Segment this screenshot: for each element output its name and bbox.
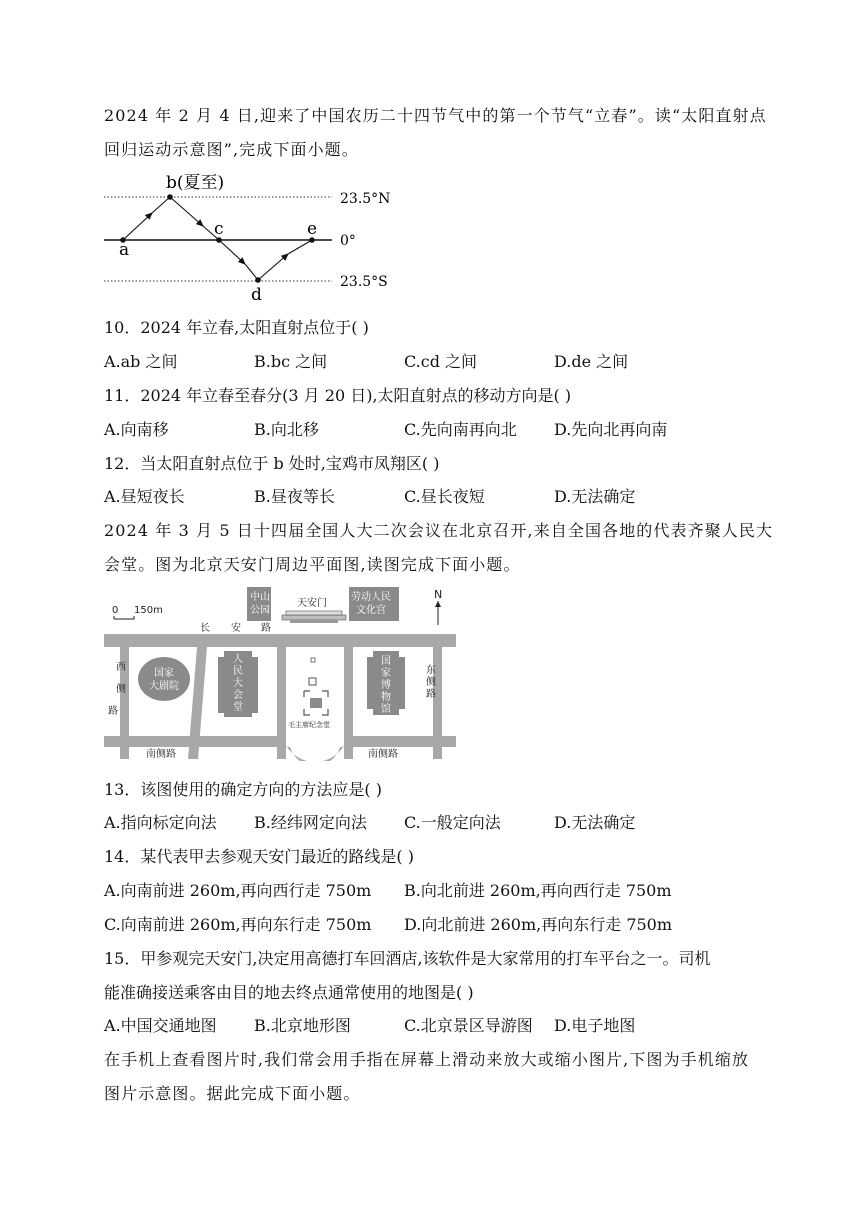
- question-13-stem: 13．该图使用的确定方向的方法应是( ): [104, 780, 382, 799]
- label-c: c: [214, 219, 224, 239]
- svg-text:西: 西: [116, 662, 126, 673]
- tiananmen-gate-icon: [282, 611, 346, 623]
- label-b: b(夏至): [166, 173, 225, 193]
- q14-option-b[interactable]: B.向北前进 260m,再向西行走 750m: [404, 881, 672, 900]
- svg-text:大: 大: [233, 678, 243, 689]
- svg-text:侧: 侧: [116, 684, 126, 695]
- south-side-road-left: [104, 736, 282, 747]
- changan-avenue: [104, 634, 456, 647]
- q13-option-a[interactable]: A.指向标定向法: [104, 813, 217, 832]
- point-d: [255, 277, 261, 283]
- label-a: a: [119, 240, 130, 260]
- mausoleum-label: 毛主席纪念堂: [288, 721, 330, 729]
- svg-text:侧: 侧: [426, 677, 436, 688]
- q10-option-c[interactable]: C.cd 之间: [404, 352, 478, 371]
- svg-text:长: 长: [200, 623, 210, 634]
- north-arrow-icon: [434, 588, 442, 625]
- intro-text-line: 回归运动示意图”,完成下面小题。: [104, 140, 359, 159]
- q12-option-b[interactable]: B.昼夜等长: [254, 487, 335, 506]
- svg-text:博: 博: [381, 680, 391, 691]
- q11-option-a[interactable]: A.向南移: [104, 420, 169, 439]
- svg-text:路: 路: [261, 623, 271, 634]
- q11-option-b[interactable]: B.向北移: [254, 420, 319, 439]
- svg-text:安: 安: [231, 623, 241, 634]
- svg-text:路: 路: [426, 689, 436, 700]
- question-15-stem: 能准确接送乘客由目的地去终点通常使用的地图是( ): [104, 983, 474, 1002]
- sun-migration-diagram: [100, 168, 400, 304]
- svg-text:中山: 中山: [250, 592, 270, 603]
- q13-option-b[interactable]: B.经纬网定向法: [254, 813, 367, 832]
- svg-text:堂: 堂: [233, 702, 243, 713]
- label-e: e: [307, 219, 318, 239]
- question-10-stem: 10．2024 年立春,太阳直射点位于( ): [104, 318, 369, 337]
- tiananmen-label: 天安门: [297, 598, 327, 609]
- svg-text:会: 会: [233, 690, 243, 701]
- q10-option-a[interactable]: A.ab 之间: [104, 352, 178, 371]
- south-road-label-right: 南侧路: [368, 749, 398, 760]
- q12-option-a[interactable]: A.昼短夜长: [104, 487, 185, 506]
- scale-zero-label: 0: [112, 605, 119, 616]
- svg-text:物: 物: [381, 692, 391, 703]
- q14-option-a[interactable]: A.向南前进 260m,再向西行走 750m: [104, 881, 372, 900]
- mausoleum: [304, 691, 328, 715]
- label-lat-north: 23.5°N: [340, 191, 391, 207]
- q12-option-d[interactable]: D.无法确定: [554, 487, 636, 506]
- scale-bar: [114, 616, 134, 619]
- intro-text-line: 图片示意图。据此完成下面小题。: [104, 1084, 361, 1103]
- scale-length-label: 150m: [134, 605, 163, 616]
- svg-text:国: 国: [381, 656, 391, 667]
- q15-option-d[interactable]: D.电子地图: [554, 1016, 636, 1035]
- south-side-road-right: [348, 736, 456, 747]
- svg-text:文化宫: 文化宫: [356, 605, 386, 616]
- tiananmen-map: [104, 585, 456, 761]
- label-lat-equator: 0°: [340, 233, 356, 249]
- label-lat-south: 23.5°S: [340, 274, 388, 290]
- q11-option-d[interactable]: D.先向北再向南: [554, 420, 668, 439]
- svg-text:家: 家: [381, 668, 391, 679]
- intro-text-line: 会堂。图为北京天安门周边平面图,读图完成下面小题。: [104, 555, 521, 574]
- intro-text-line: 在手机上查看图片时,我们常会用手指在屏幕上滑动来放大或缩小图片,下图为手机缩放: [104, 1050, 750, 1069]
- question-15-stem: 15．甲参观完天安门,决定用高德打车回酒店,该软件是大家常用的打车平台之一。司机: [104, 949, 711, 968]
- q13-option-d[interactable]: D.无法确定: [554, 813, 636, 832]
- q14-option-c[interactable]: C.向南前进 260m,再向东行走 750m: [104, 915, 372, 934]
- svg-text:大剧院: 大剧院: [149, 681, 179, 692]
- svg-text:人: 人: [233, 654, 243, 665]
- q10-option-d[interactable]: D.de 之间: [554, 352, 629, 371]
- svg-text:公园: 公园: [250, 605, 270, 616]
- south-road-label-left: 南侧路: [146, 749, 176, 760]
- q10-option-b[interactable]: B.bc 之间: [254, 352, 328, 371]
- q14-option-d[interactable]: D.向北前进 260m,再向东行走 750m: [404, 915, 673, 934]
- svg-text:路: 路: [108, 706, 118, 717]
- q15-option-b[interactable]: B.北京地形图: [254, 1016, 351, 1035]
- intro-text-line: 2024 年 2 月 4 日,迎来了中国农历二十四节气中的第一个节气“立春”。读“太阳直射点: [104, 106, 767, 125]
- q11-option-c[interactable]: C.先向南再向北: [404, 420, 517, 439]
- intro-text-line: 2024 年 3 月 5 日十四届全国人大二次会议在北京召开,来自全国各地的代表齐聚人民大: [104, 521, 774, 540]
- point-b: [167, 194, 173, 200]
- monument-icon: [311, 658, 315, 662]
- q13-option-c[interactable]: C.一般定向法: [404, 813, 501, 832]
- svg-text:东: 东: [426, 665, 436, 676]
- q15-option-c[interactable]: C.北京景区导游图: [404, 1016, 533, 1035]
- svg-text:N: N: [434, 588, 443, 601]
- label-d: d: [251, 285, 262, 304]
- question-11-stem: 11．2024 年立春至春分(3 月 20 日),太阳直射点的移动方向是( ): [104, 386, 572, 405]
- svg-text:民: 民: [233, 666, 243, 677]
- south-arc-road: [282, 736, 348, 761]
- question-12-stem: 12．当太阳直射点位于 b 处时,宝鸡市凤翔区( ): [104, 454, 440, 473]
- svg-text:劳动人民: 劳动人民: [351, 592, 391, 603]
- q12-option-c[interactable]: C.昼长夜短: [404, 487, 485, 506]
- q15-option-a[interactable]: A.中国交通地图: [104, 1016, 217, 1035]
- question-14-stem: 14．某代表甲去参观天安门最近的路线是( ): [104, 847, 414, 866]
- svg-text:馆: 馆: [381, 704, 391, 715]
- svg-text:国家: 国家: [154, 668, 174, 679]
- national-grand-theater: [138, 657, 190, 701]
